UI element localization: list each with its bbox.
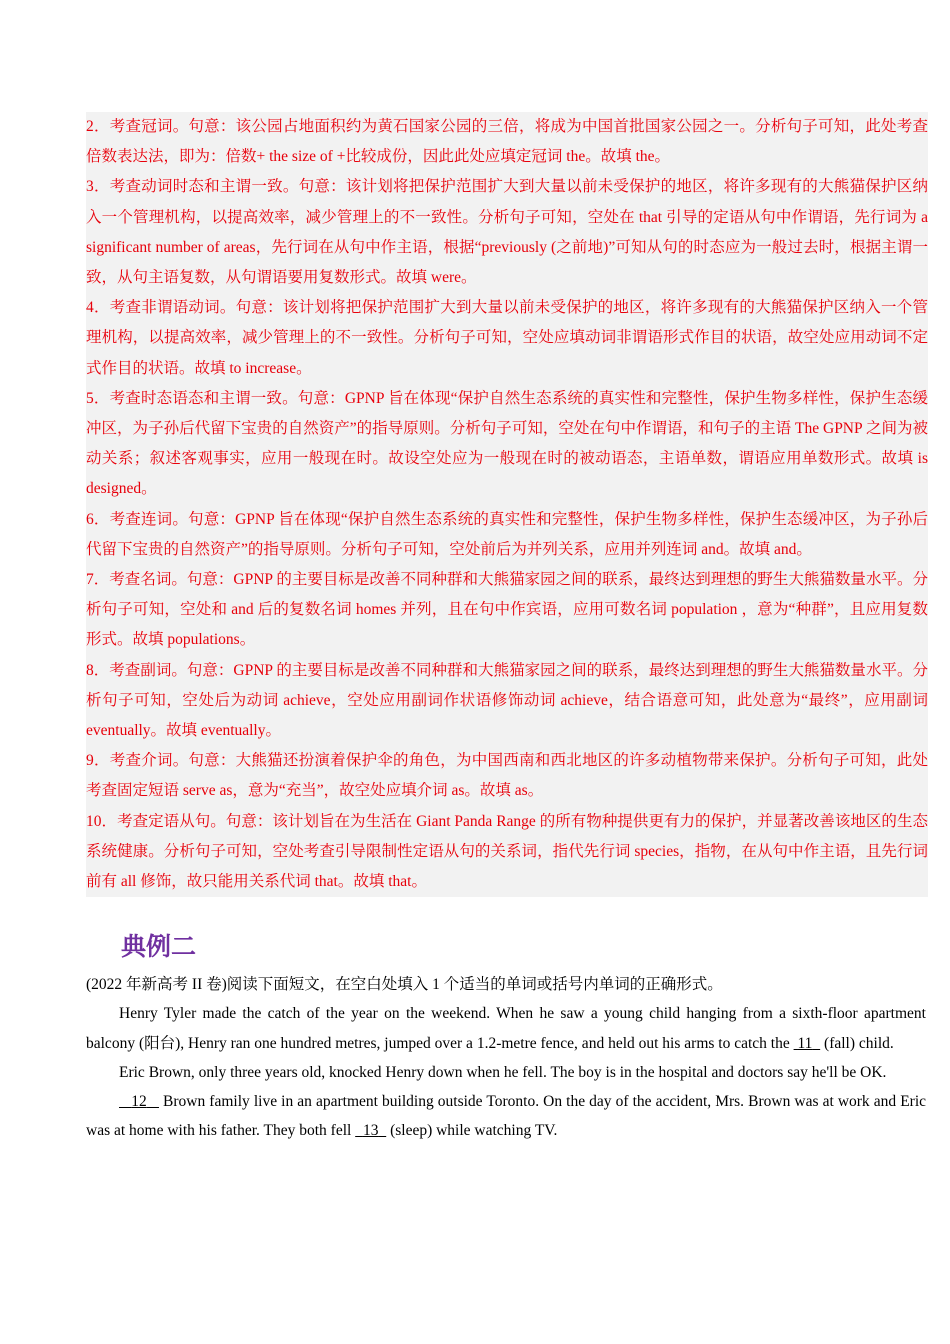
p3-text-after: (sleep) while watching TV. [386, 1122, 558, 1140]
passage-paragraph-3 [86, 1087, 926, 1146]
exercise-intro: (2022 年新高考 II 卷)阅读下面短文，在空白处填入 1 个适当的单词或括号内单词的正确形式。 [86, 976, 723, 993]
answer-item-2: 2．考查冠词。句意：该公园占地面积约为黄石国家公园的三倍，将成为中国首批国家公园之一。分析句子可知，此处考查倍数表达法，即为：倍数+ the size of +比较成份，因此此处应填定冠词 the。故填 the。 [86, 118, 928, 166]
p1-text-after: (fall) child. [820, 1034, 894, 1052]
exercise-passage [86, 970, 926, 1146]
answer-item-4: 4．考查非谓语动词。句意：该计划将把保护范围扩大到大量以前未受保护的地区，将许多现有的大熊猫保护区纳入一个管理机构，以提高效率，减少管理上的不一致性。分析句子可知，空处应填动词非谓语形式作目的状语，故空处应用动词不定式作目的状语。故填 to increase。 [86, 299, 928, 377]
p3-text-middle: Brown family live in an apartment building outside Toronto. On the day of the accident, Mrs. Brown was at work and Eric was at home with his father. They both fell [86, 1093, 927, 1140]
answer-explanations-panel [86, 112, 928, 897]
blank-11: 11 [797, 1034, 813, 1052]
section-heading: 典例二 [121, 932, 197, 961]
p1-text-before: Henry Tyler made the catch of the year on the weekend. When he saw a young child hanging from a sixth-floor apartment balcony (阳台), Henry ran one hundred metres, jumped over a 1.2-metre fence, and held out his arms to catch the [86, 1005, 926, 1052]
answer-item-6: 6．考查连词。句意：GPNP 旨在体现“保护自然生态系统的真实性和完整性，保护生物多样性，保护生态缓冲区，为子孙后代留下宝贵的自然资产”的指导原则。分析句子可知，空处前后为并列关系，应用并列连词 and。故填 and。 [86, 510, 928, 558]
answer-item-10: 10．考查定语从句。句意：该计划旨在为生活在 Giant Panda Range 的所有物种提供更有力的保护，并显著改善该地区的生态系统健康。分析句子可知，空处考查引导限制性定语从句的关系词，指代先行词 species，指物，在从句中作主语，且先行词前有 all 修饰，故只能用关系代词 that。故填 that。 [86, 812, 928, 891]
answer-item-7: 7．考查名词。句意：GPNP 的主要目标是改善不同种群和大熊猫家园之间的联系，最终达到理想的野生大熊猫数量水平。分析句子可知，空处和 and 后的复数名词 homes 并列，且在句中作宾语，应用可数名词 population ，意为“种群”，且应用复数形式。故填 populations。 [86, 571, 928, 649]
passage-paragraph-1 [86, 999, 926, 1058]
passage-paragraph-2: Eric Brown, only three years old, knocked Henry down when he fell. The boy is in the hospital and doctors say he'll be OK. [119, 1063, 887, 1081]
answer-item-5: 5．考查时态语态和主谓一致。句意：GPNP 旨在体现“保护自然生态系统的真实性和完整性，保护生物多样性，保护生态缓冲区，为子孙后代留下宝贵的自然资产”的指导原则。分析句子可知，空处在句中作谓语，和句子的主语 The GPNP 之间为被动关系；叙述客观事实，应用一般现在时。故设空处应为一般现在时的被动语态，主语单数，谓语应用单数形式。故填 is designed。 [86, 389, 928, 498]
answer-item-3: 3．考查动词时态和主谓一致。句意：该计划将把保护范围扩大到大量以前未受保护的地区，将许多现有的大熊猫保护区纳入一个管理机构，以提高效率，减少管理上的不一致性。分析句子可知，空处在 that 引导的定语从句中作谓语，先行词为 a significant number of areas，先行词在从句中作主语，根据“previously (之前地)”可知从句的时态应为一般过去时，根据主谓一致，从句主语复数，从句谓语要用复数形式。故填 were。 [86, 178, 928, 287]
blank-13: 13 [362, 1122, 379, 1140]
blank-12: 12 [131, 1093, 147, 1111]
answer-item-8: 8．考查副词。句意：GPNP 的主要目标是改善不同种群和大熊猫家园之间的联系，最终达到理想的野生大熊猫数量水平。分析句子可知，空处后为动词 achieve，空处应用副词作状语修饰动词 achieve，结合语意可知，此处意为“最终”，应用副词 eventually。故填 eventually。 [86, 661, 928, 740]
answer-item-9: 9．考查介词。句意：大熊猫还扮演着保护伞的角色，为中国西南和西北地区的许多动植物带来保护。分析句子可知，此处考查固定短语 serve as，意为“充当”，故空处应填介词 as。故填 as。 [86, 752, 928, 800]
